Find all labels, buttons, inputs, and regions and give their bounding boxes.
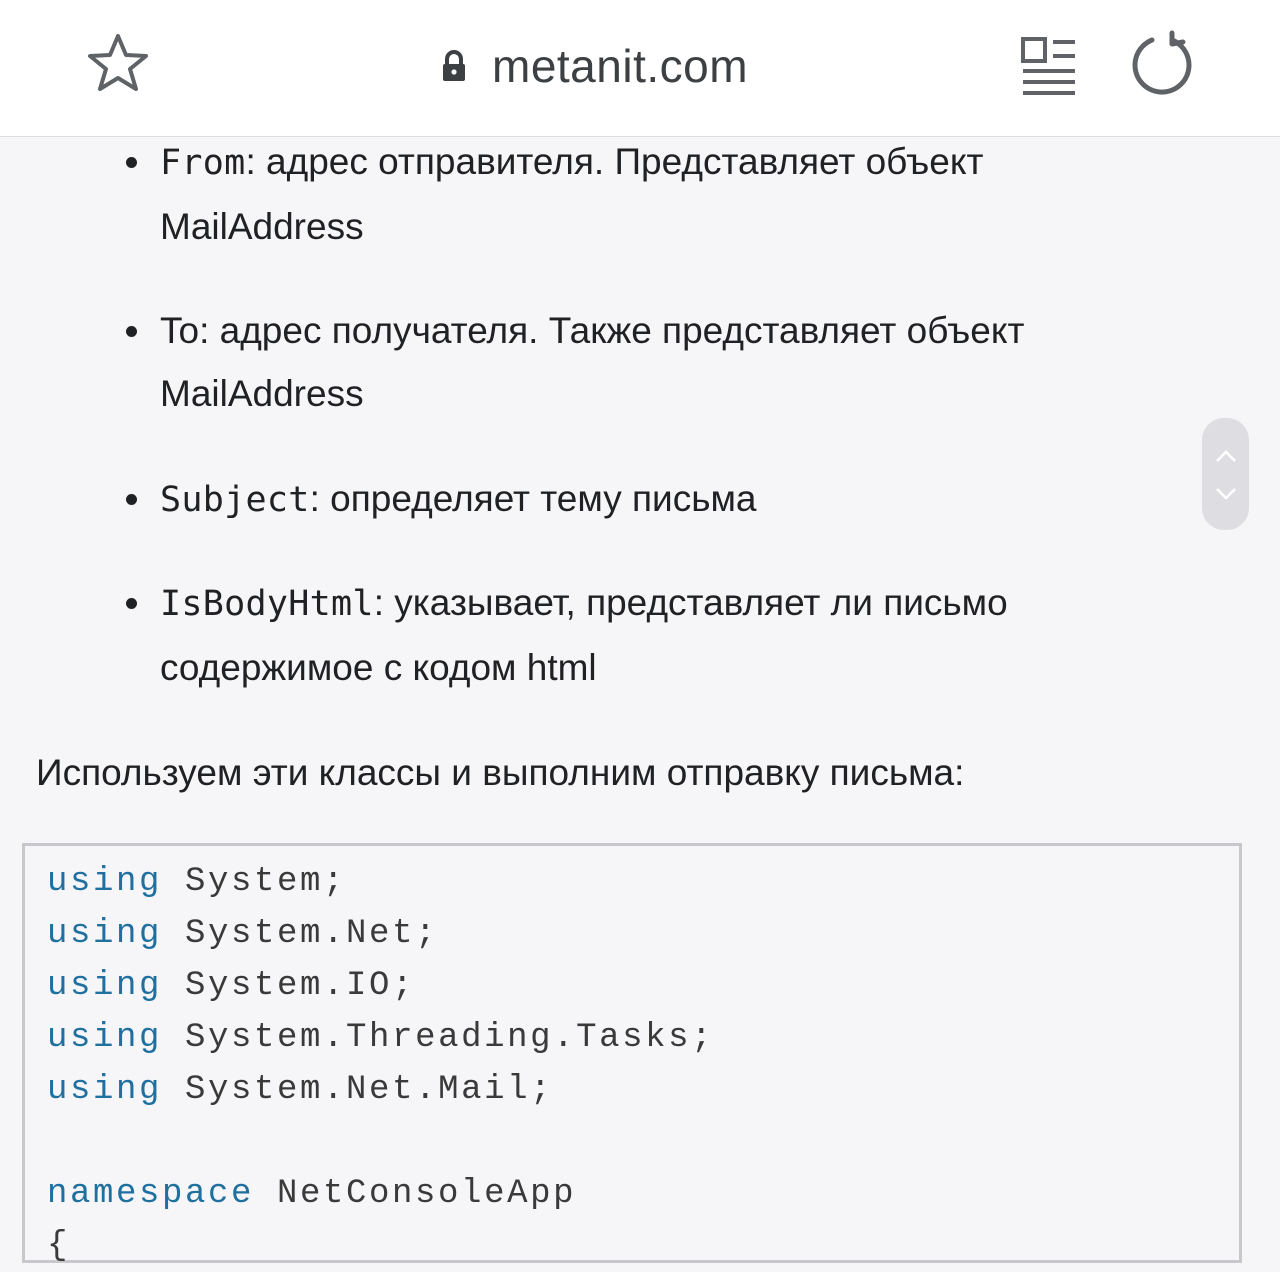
- code-line: using System;: [47, 863, 347, 901]
- property-description: To: адрес получателя. Также представляет объект: [160, 310, 1025, 351]
- code-line: namespace NetConsoleApp: [47, 1175, 577, 1213]
- list-item: [160, 299, 1180, 425]
- bullet: [126, 157, 137, 168]
- scroll-handle[interactable]: [1202, 418, 1249, 530]
- code-block: [22, 843, 1242, 1263]
- property-description-cont: содержимое с кодом html: [160, 647, 597, 688]
- bullet: [126, 326, 137, 337]
- list-item: [160, 130, 1180, 258]
- list-item: [160, 571, 1180, 699]
- paragraph: Используем эти классы и выполним отправку письма:: [36, 752, 965, 793]
- lock-icon: [438, 50, 470, 82]
- code-line: using System.Net.Mail;: [47, 1071, 554, 1109]
- property-description-cont: MailAddress: [160, 373, 364, 414]
- code-line: using System.Net;: [47, 915, 439, 953]
- code-line: {: [47, 1227, 71, 1265]
- page-content: [0, 137, 1280, 1265]
- bullet: [126, 598, 137, 609]
- property-description: : адрес отправителя. Представляет объект: [245, 141, 984, 182]
- star-icon[interactable]: [84, 30, 152, 98]
- property-description-cont: MailAddress: [160, 206, 364, 247]
- property-name: IsBodyHtml: [160, 584, 374, 624]
- reload-icon[interactable]: [1128, 30, 1196, 98]
- chevron-up-icon[interactable]: [1214, 448, 1238, 464]
- url-bar[interactable]: metanit.com: [492, 40, 749, 92]
- browser-toolbar: [0, 0, 1280, 137]
- code-line: using System.Threading.Tasks;: [47, 1019, 715, 1057]
- property-description: : указывает, представляет ли письмо: [373, 582, 1008, 623]
- property-name: From: [160, 143, 246, 183]
- reader-mode-icon[interactable]: [1018, 34, 1080, 96]
- property-name: Subject: [160, 480, 310, 520]
- code-line: using System.IO;: [47, 967, 416, 1005]
- chevron-down-icon[interactable]: [1214, 486, 1238, 502]
- bullet: [126, 494, 137, 505]
- list-item: [160, 467, 1180, 532]
- property-description: : определяет тему письма: [309, 478, 757, 519]
